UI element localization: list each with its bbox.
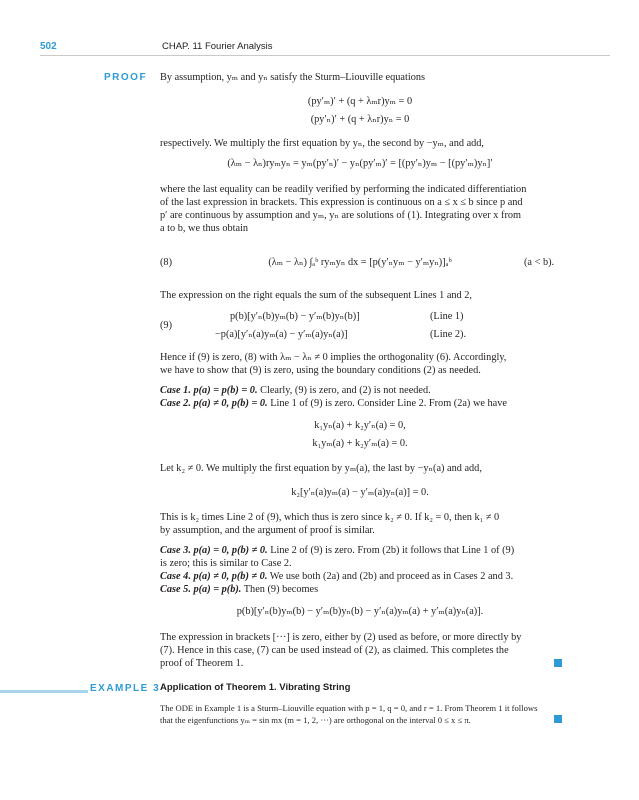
equation-8-condition: (a < b). bbox=[524, 257, 555, 268]
chapter-title: CHAP. 11 Fourier Analysis bbox=[162, 41, 273, 52]
equation-case-2c: k₂[y′ₙ(a)yₘ(a) − y′ₘ(a)yₙ(a)] = 0. bbox=[291, 487, 429, 498]
case-5-heading: Case 5. p(a) = p(b). bbox=[160, 584, 242, 595]
paragraph-2: respectively. We multiply the first equation by yₙ, the second by −yₘ, and add, bbox=[160, 138, 485, 149]
header-rule bbox=[40, 55, 610, 56]
equation-9-number: (9) bbox=[160, 320, 173, 331]
case-4 bbox=[160, 571, 513, 583]
paragraph-6: Let k₂ ≠ 0. We multiply the first equation by yₘ(a), the last by −yₙ(a) and add, bbox=[160, 463, 482, 474]
case-2 bbox=[160, 398, 507, 410]
case-5-text: Then (9) becomes bbox=[241, 584, 319, 595]
case-3 bbox=[160, 545, 514, 557]
end-of-proof-square-icon bbox=[554, 659, 562, 667]
page-number: 502 bbox=[40, 41, 57, 52]
case-1 bbox=[160, 385, 431, 397]
equation-8-number: (8) bbox=[160, 257, 173, 268]
paragraph-5-line-1: Hence if (9) is zero, (8) with λₘ − λₙ ≠ 0 implies the orthogonality (6). Accordingly, bbox=[160, 352, 507, 363]
case-5 bbox=[160, 584, 318, 596]
equation-9-line-1-tag: (Line 1) bbox=[430, 311, 464, 322]
example-text-line-1: The ODE in Example 1 is a Sturm–Liouville equation with p = 1, q = 0, and r = 1. From Theorem 1 it follows bbox=[160, 703, 538, 713]
paragraph-7-line-1: This is k₂ times Line 2 of (9), which thus is zero since k₂ ≠ 0. If k₂ = 0, then k₁ ≠ 0 bbox=[160, 512, 500, 523]
example-title: Application of Theorem 1. Vibrating String bbox=[160, 682, 351, 693]
equation-8: (λₘ − λₙ) ∫ₐᵇ ryₘyₙ dx = [p(y′ₙyₘ − y′ₘyₙ)]ₐᵇ bbox=[268, 257, 452, 268]
equation-9-line-2-tag: (Line 2). bbox=[430, 329, 467, 340]
equation-1a: (py′ₘ)′ + (q + λₘr)yₘ = 0 bbox=[307, 96, 413, 107]
case-2-heading: Case 2. p(a) ≠ 0, p(b) = 0. bbox=[160, 398, 268, 409]
proof-intro: By assumption, yₘ and yₙ satisfy the Sturm–Liouville equations bbox=[160, 72, 426, 83]
end-of-example-square-icon bbox=[554, 715, 562, 723]
paragraph-7-line-2: by assumption, and the argument of proof is similar. bbox=[160, 525, 375, 536]
case-3-text: Line 2 of (9) is zero. From (2b) it follows that Line 1 of (9) bbox=[267, 545, 515, 556]
equation-2: (λₘ − λₙ)ryₘyₙ = yₘ(py′ₙ)′ − yₙ(py′ₘ)′ = [(py′ₙ)yₘ − [(py′ₘ)yₙ]′ bbox=[227, 158, 493, 169]
paragraph-8-line-1: The expression in brackets [···] is zero, either by (2) used as before, or more directly by bbox=[160, 632, 522, 643]
equation-9-line-1: p(b)[y′ₙ(b)yₘ(b) − y′ₘ(b)yₙ(b)] bbox=[230, 311, 360, 322]
case-3-heading: Case 3. p(a) = 0, p(b) ≠ 0. bbox=[160, 545, 268, 556]
case-4-text: We use both (2a) and (2b) and proceed as in Cases 2 and 3. bbox=[267, 571, 514, 582]
paragraph-3-line-3: p′ are continuous by assumption and yₘ, yₙ are solutions of (1). Integrating over x from bbox=[160, 210, 522, 221]
equation-1b: (py′ₙ)′ + (q + λₙr)yₙ = 0 bbox=[310, 114, 410, 125]
paragraph-4: The expression on the right equals the sum of the subsequent Lines 1 and 2, bbox=[160, 290, 472, 301]
example-label: EXAMPLE 3 bbox=[90, 683, 161, 694]
proof-label: PROOF bbox=[104, 72, 148, 83]
paragraph-3-line-2: of the last expression in brackets. This expression is continuous on a ≤ x ≤ b since p and bbox=[160, 197, 523, 208]
page-header bbox=[0, 36, 639, 56]
case-1-text: Clearly, (9) is zero, and (2) is not needed. bbox=[257, 385, 431, 396]
example-text-line-2: that the eigenfunctions yₘ = sin mx (m = 1, 2, ···) are orthogonal on the interval 0 ≤ x ≤ π. bbox=[160, 715, 471, 725]
case-3-line-2: is zero; this is similar to Case 2. bbox=[160, 558, 292, 569]
case-4-heading: Case 4. p(a) ≠ 0, p(b) ≠ 0. bbox=[160, 571, 268, 582]
equation-case-2a: k₁yₙ(a) + k₂y′ₙ(a) = 0, bbox=[314, 420, 406, 431]
paragraph-8-line-2: (7). Hence in this case, (7) can be used instead of (2), as claimed. This completes the bbox=[160, 645, 509, 656]
equation-case-5: p(b)[y′ₙ(b)yₘ(b) − y′ₘ(b)yₙ(b) − y′ₙ(a)yₘ(a) + y′ₘ(a)yₙ(a)]. bbox=[236, 606, 484, 617]
equation-9-line-2: −p(a)[y′ₙ(a)yₘ(a) − y′ₘ(a)yₙ(a)] bbox=[215, 329, 348, 340]
case-2-text: Line 1 of (9) is zero. Consider Line 2. From (2a) we have bbox=[267, 398, 507, 409]
case-1-heading: Case 1. p(a) = p(b) = 0. bbox=[160, 385, 258, 396]
paragraph-3-line-4: a to b, we thus obtain bbox=[160, 223, 249, 234]
equation-case-2b: k₁yₘ(a) + k₂y′ₘ(a) = 0. bbox=[312, 438, 408, 449]
paragraph-3-line-1: where the last equality can be readily verified by performing the indicated differentiation bbox=[160, 184, 527, 195]
paragraph-8-line-3: proof of Theorem 1. bbox=[160, 658, 244, 669]
paragraph-5-line-2: we have to show that (9) is zero, using the boundary conditions (2) as needed. bbox=[160, 365, 481, 376]
